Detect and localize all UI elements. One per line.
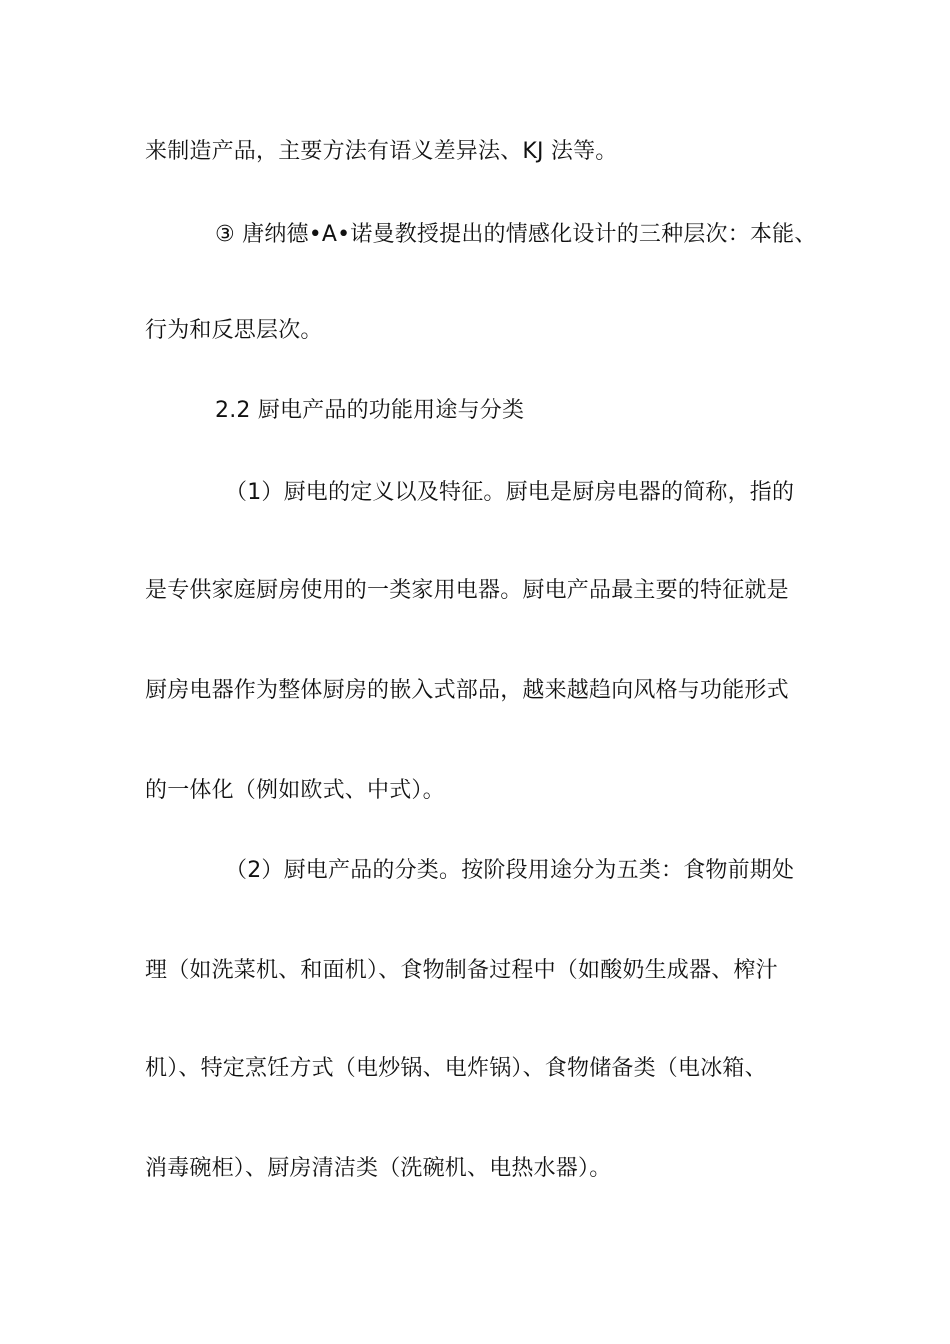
- paragraph-line: 机）、特定烹饪方式（电炒锅、电炸锅）、食物储备类（电冰箱、: [145, 1056, 767, 1081]
- paragraph-line: 来制造产品，主要方法有语义差异法、KJ 法等。: [145, 139, 618, 164]
- section-heading: 2.2 厨电产品的功能用途与分类: [215, 398, 525, 423]
- paragraph-line: 厨房电器作为整体厨房的嵌入式部品，越来越趋向风格与功能形式: [145, 678, 789, 703]
- paragraph-line: 的一体化（例如欧式、中式）。: [145, 778, 445, 803]
- paragraph-line: 消毒碗柜）、厨房清洁类（洗碗机、电热水器）。: [145, 1156, 612, 1181]
- paragraph-line: 理（如洗菜机、和面机）、食物制备过程中（如酸奶生成器、榨汁: [145, 958, 778, 983]
- paragraph-line: （2）厨电产品的分类。按阶段用途分为五类：食物前期处: [225, 858, 795, 883]
- paragraph-line: ③ 唐纳德•A•诺曼教授提出的情感化设计的三种层次：本能、: [215, 222, 817, 247]
- paragraph-line: 行为和反思层次。: [145, 318, 323, 343]
- paragraph-line: （1）厨电的定义以及特征。厨电是厨房电器的简称，指的: [225, 480, 795, 505]
- paragraph-line: 是专供家庭厨房使用的一类家用电器。厨电产品最主要的特征就是: [145, 578, 789, 603]
